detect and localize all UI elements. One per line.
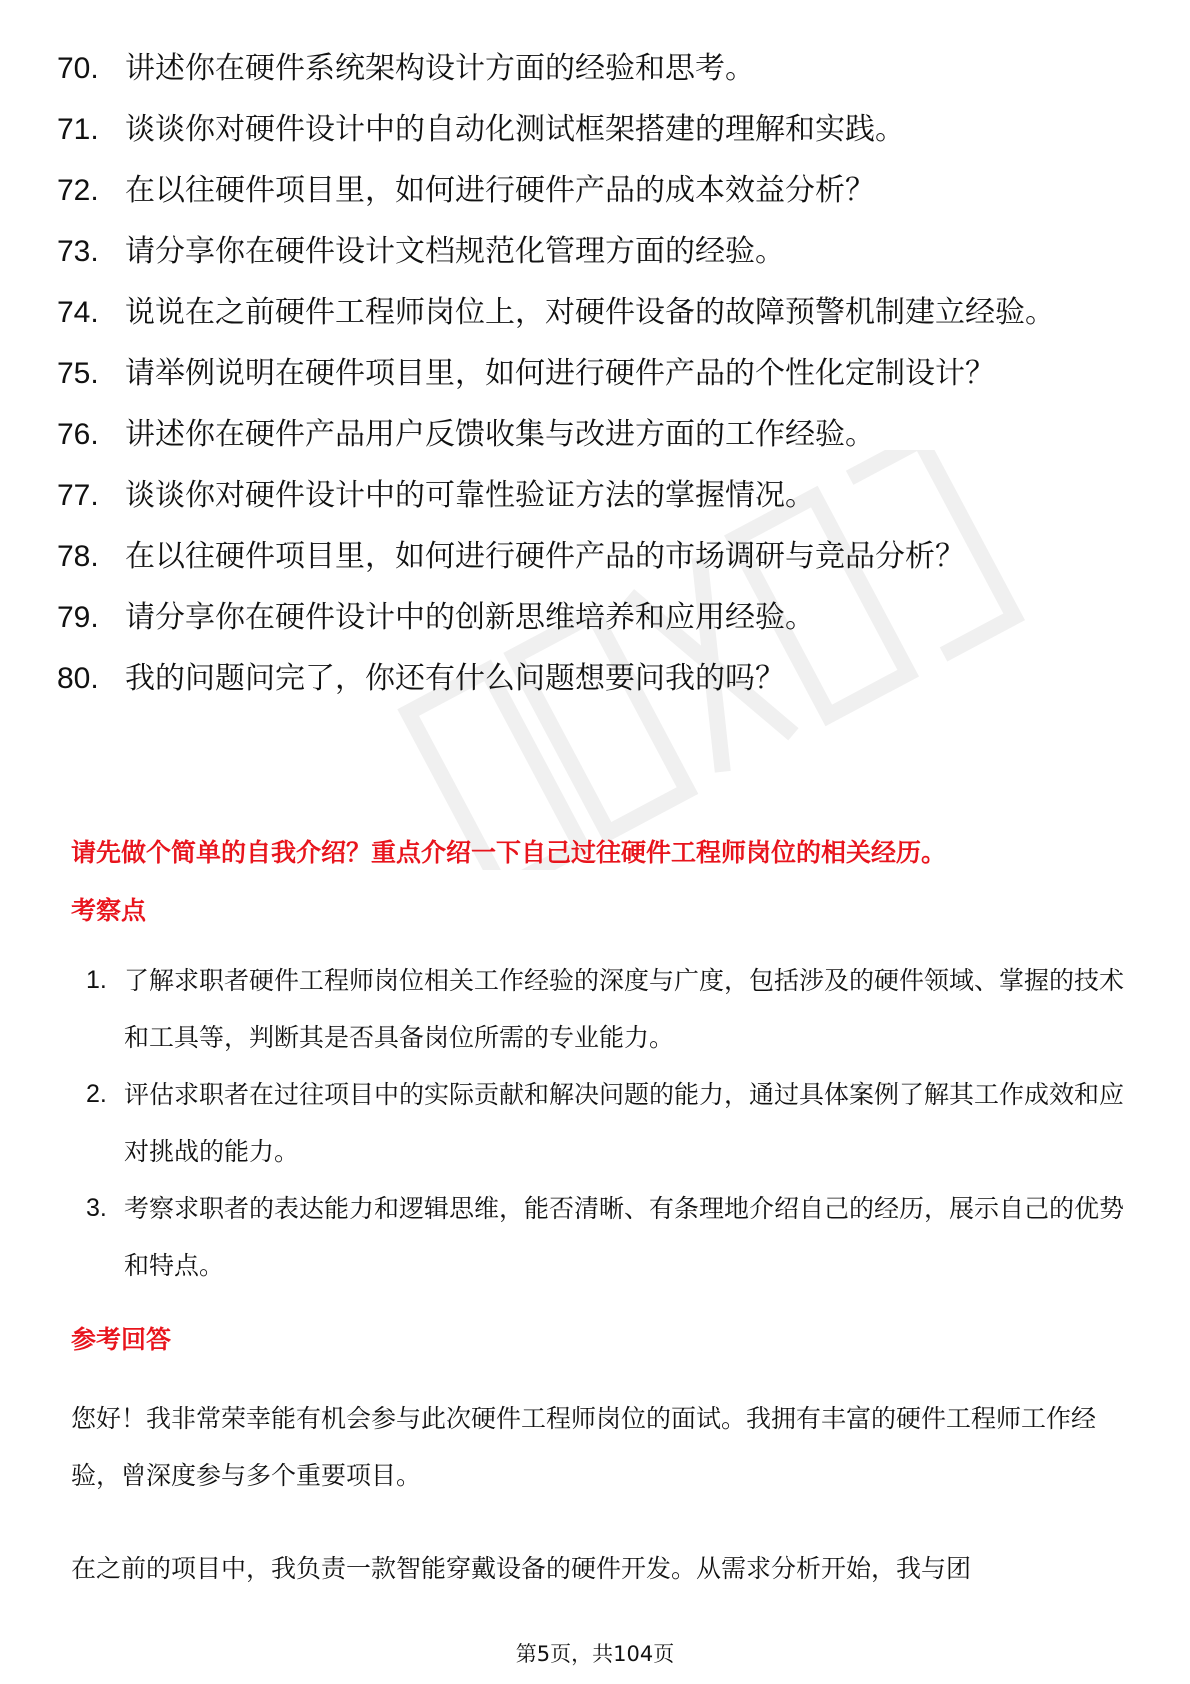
page-footer: 第5页，共104页 [515, 1642, 675, 1666]
question-number: 74. [57, 296, 99, 329]
point-number: 2. [86, 1080, 107, 1108]
answer-paragraph: 您好！我非常荣幸能有机会参与此次硬件工程师岗位的面试。我拥有丰富的硬件工程师工作经验，曾深度参与多个重要项目。 [71, 1404, 1097, 1490]
question-item [57, 355, 1137, 393]
examine-point-item [86, 952, 1136, 1066]
point-text: 了解求职者硬件工程师岗位相关工作经验的深度与广度，包括涉及的硬件领域、掌握的技术和工具等，判断其是否具备岗位所需的专业能力。 [124, 966, 1125, 1052]
question-text: 在以往硬件项目里，如何进行硬件产品的成本效益分析？ [125, 173, 875, 208]
answer-paragraph: 在之前的项目中，我负责一款智能穿戴设备的硬件开发。从需求分析开始，我与团 [71, 1554, 972, 1583]
question-text: 谈谈你对硬件设计中的可靠性验证方法的掌握情况。 [125, 478, 815, 513]
question-number: 72. [57, 174, 99, 207]
question-text: 谈谈你对硬件设计中的自动化测试框架搭建的理解和实践。 [125, 112, 905, 147]
question-number: 75. [57, 357, 99, 390]
point-text: 评估求职者在过往项目中的实际贡献和解决问题的能力，通过具体案例了解其工作成效和应对挑战的能力。 [124, 1080, 1125, 1166]
question-number: 71. [57, 113, 99, 146]
examine-heading: 考察点 [71, 896, 147, 925]
question-text: 讲述你在硬件系统架构设计方面的经验和思考。 [125, 51, 755, 86]
question-text: 我的问题问完了，你还有什么问题想要问我的吗？ [125, 661, 785, 696]
question-text: 请分享你在硬件设计中的创新思维培养和应用经验。 [125, 600, 815, 635]
question-text: 请分享你在硬件设计文档规范化管理方面的经验。 [125, 234, 785, 269]
question-item [57, 660, 1137, 698]
point-number: 1. [86, 966, 107, 994]
question-item [57, 233, 1137, 271]
question-text: 讲述你在硬件产品用户反馈收集与改进方面的工作经验。 [125, 417, 875, 452]
question-number: 73. [57, 235, 99, 268]
question-number: 78. [57, 540, 99, 573]
question-text: 在以往硬件项目里，如何进行硬件产品的市场调研与竞品分析？ [125, 539, 965, 574]
point-number: 3. [86, 1194, 107, 1222]
question-number: 79. [57, 601, 99, 634]
question-item [57, 50, 1137, 88]
point-text: 考察求职者的表达能力和逻辑思维，能否清晰、有条理地介绍自己的经历，展示自己的优势和特点。 [124, 1194, 1125, 1280]
question-text: 请举例说明在硬件项目里，如何进行硬件产品的个性化定制设计？ [125, 356, 995, 391]
question-item [57, 294, 1137, 332]
question-list [57, 50, 1137, 721]
question-item [57, 416, 1137, 454]
question-number: 76. [57, 418, 99, 451]
question-item [57, 599, 1137, 637]
examine-points-list [86, 952, 1136, 1294]
question-item [57, 477, 1137, 515]
section-question-title: 请先做个简单的自我介绍？重点介绍一下自己过往硬件工程师岗位的相关经历。 [71, 838, 947, 867]
question-item [57, 538, 1137, 576]
answer-heading: 参考回答 [71, 1325, 172, 1354]
question-number: 77. [57, 479, 99, 512]
question-text: 说说在之前硬件工程师岗位上，对硬件设备的故障预警机制建立经验。 [125, 295, 1055, 330]
examine-point-item [86, 1180, 1136, 1294]
question-number: 80. [57, 662, 99, 695]
examine-point-item [86, 1066, 1136, 1180]
question-number: 70. [57, 52, 99, 85]
question-item [57, 111, 1137, 149]
question-item [57, 172, 1137, 210]
